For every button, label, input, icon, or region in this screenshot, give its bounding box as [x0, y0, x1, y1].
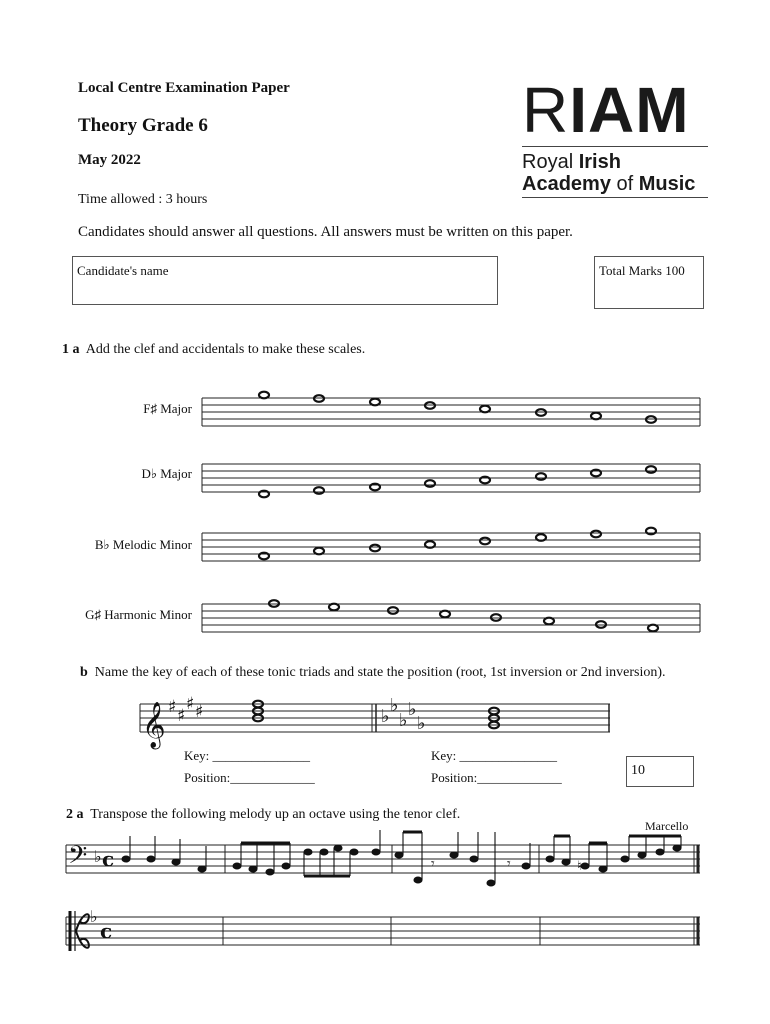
exam-date: May 2022 [78, 152, 141, 168]
scale-staff-2[interactable] [202, 464, 700, 492]
scale-label-3: B♭ Melodic Minor [94, 537, 192, 552]
whole-note [425, 480, 435, 487]
whole-note [370, 545, 380, 552]
scale-label-4: G♯ Harmonic Minor [85, 607, 192, 622]
whole-note [536, 534, 546, 541]
treble-clef-icon: 𝄞 [142, 702, 166, 748]
svg-text:𝄾: 𝄾 [507, 856, 511, 872]
svg-text:♭: ♭ [408, 699, 417, 720]
riam-logo: RIAM Royal Irish Academy of Music [522, 78, 710, 198]
whole-note [480, 406, 490, 413]
whole-note [259, 553, 269, 560]
position-field-1[interactable]: Position:_____________ [184, 770, 315, 785]
whole-note [329, 604, 339, 611]
q2a-heading [66, 807, 460, 823]
sharp-signature-icon [168, 694, 203, 726]
common-time-icon: c [100, 919, 113, 943]
q2a-prompt: Transpose the following melody up an octave using the tenor clef. [90, 807, 461, 822]
whole-note [648, 625, 658, 632]
q1b-heading [80, 665, 666, 681]
whole-note [544, 618, 554, 625]
q2a-number: 2 a [66, 807, 84, 822]
time-allowed: Time allowed : 3 hours [78, 192, 208, 207]
whole-note [646, 466, 656, 473]
whole-note [591, 413, 601, 420]
svg-text:♯: ♯ [186, 694, 195, 714]
q1a-number: 1 a [62, 342, 80, 357]
svg-text:♭: ♭ [399, 710, 408, 731]
marks-box [626, 756, 694, 787]
q1a-prompt: Add the clef and accidentals to make these scales. [85, 342, 366, 357]
common-time-icon: c [102, 847, 115, 871]
key-field-2[interactable]: Key: _______________ [431, 748, 558, 763]
svg-text:♯: ♯ [195, 702, 204, 722]
answer-staff[interactable] [66, 917, 700, 945]
whole-note [440, 611, 450, 618]
natural-icon: ♮ [577, 859, 582, 874]
scale-staff-3[interactable] [202, 533, 700, 561]
whole-note [425, 541, 435, 548]
subject-title: Theory Grade 6 [78, 115, 208, 136]
composer-name: Marcello [645, 819, 689, 833]
q1b-prompt: Name the key of each of these tonic triads and state the position (root, 1st inversion or 2nd inversion). [94, 665, 666, 680]
key-field-1[interactable]: Key: _______________ [184, 748, 311, 763]
whole-note [591, 531, 601, 538]
scale-staff-4[interactable] [202, 604, 700, 632]
scale-label-2: D♭ Major [141, 466, 192, 481]
triad-staff [140, 704, 610, 732]
svg-text:♭: ♭ [417, 713, 426, 734]
scale-label-1: F♯ Major [143, 401, 192, 416]
total-marks-label: Total Marks 100 [599, 263, 685, 278]
whole-note [536, 473, 546, 480]
melody-notes [122, 830, 681, 886]
whole-note [646, 528, 656, 535]
whole-note [370, 399, 380, 406]
svg-text:♭: ♭ [390, 695, 399, 716]
whole-note [591, 470, 601, 477]
whole-note [370, 484, 380, 491]
scale-staff-1[interactable] [202, 398, 700, 426]
svg-text:♯: ♯ [177, 706, 186, 726]
marks-value: 10 [631, 763, 645, 778]
svg-text:♯: ♯ [168, 697, 177, 717]
svg-text:𝄾: 𝄾 [431, 856, 435, 872]
whole-note [259, 491, 269, 498]
whole-note [314, 548, 324, 555]
flat-signature-icon [381, 695, 426, 734]
whole-note [259, 392, 269, 399]
bass-clef-icon: 𝄢 [68, 841, 88, 876]
position-field-2[interactable]: Position:_____________ [431, 770, 562, 785]
whole-note [314, 487, 324, 494]
candidate-name-label: Candidate's name [77, 263, 169, 278]
instructions: Candidates should answer all questions. All answers must be written on this paper. [78, 224, 573, 240]
svg-text:♭: ♭ [381, 706, 390, 727]
paper-title: Local Centre Examination Paper [78, 80, 290, 96]
whole-note [480, 477, 490, 484]
flat-signature-icon: ♭ [90, 907, 98, 926]
whole-note [480, 538, 490, 545]
flat-signature-icon: ♭ [94, 847, 102, 866]
q1b-number: b [80, 665, 88, 680]
